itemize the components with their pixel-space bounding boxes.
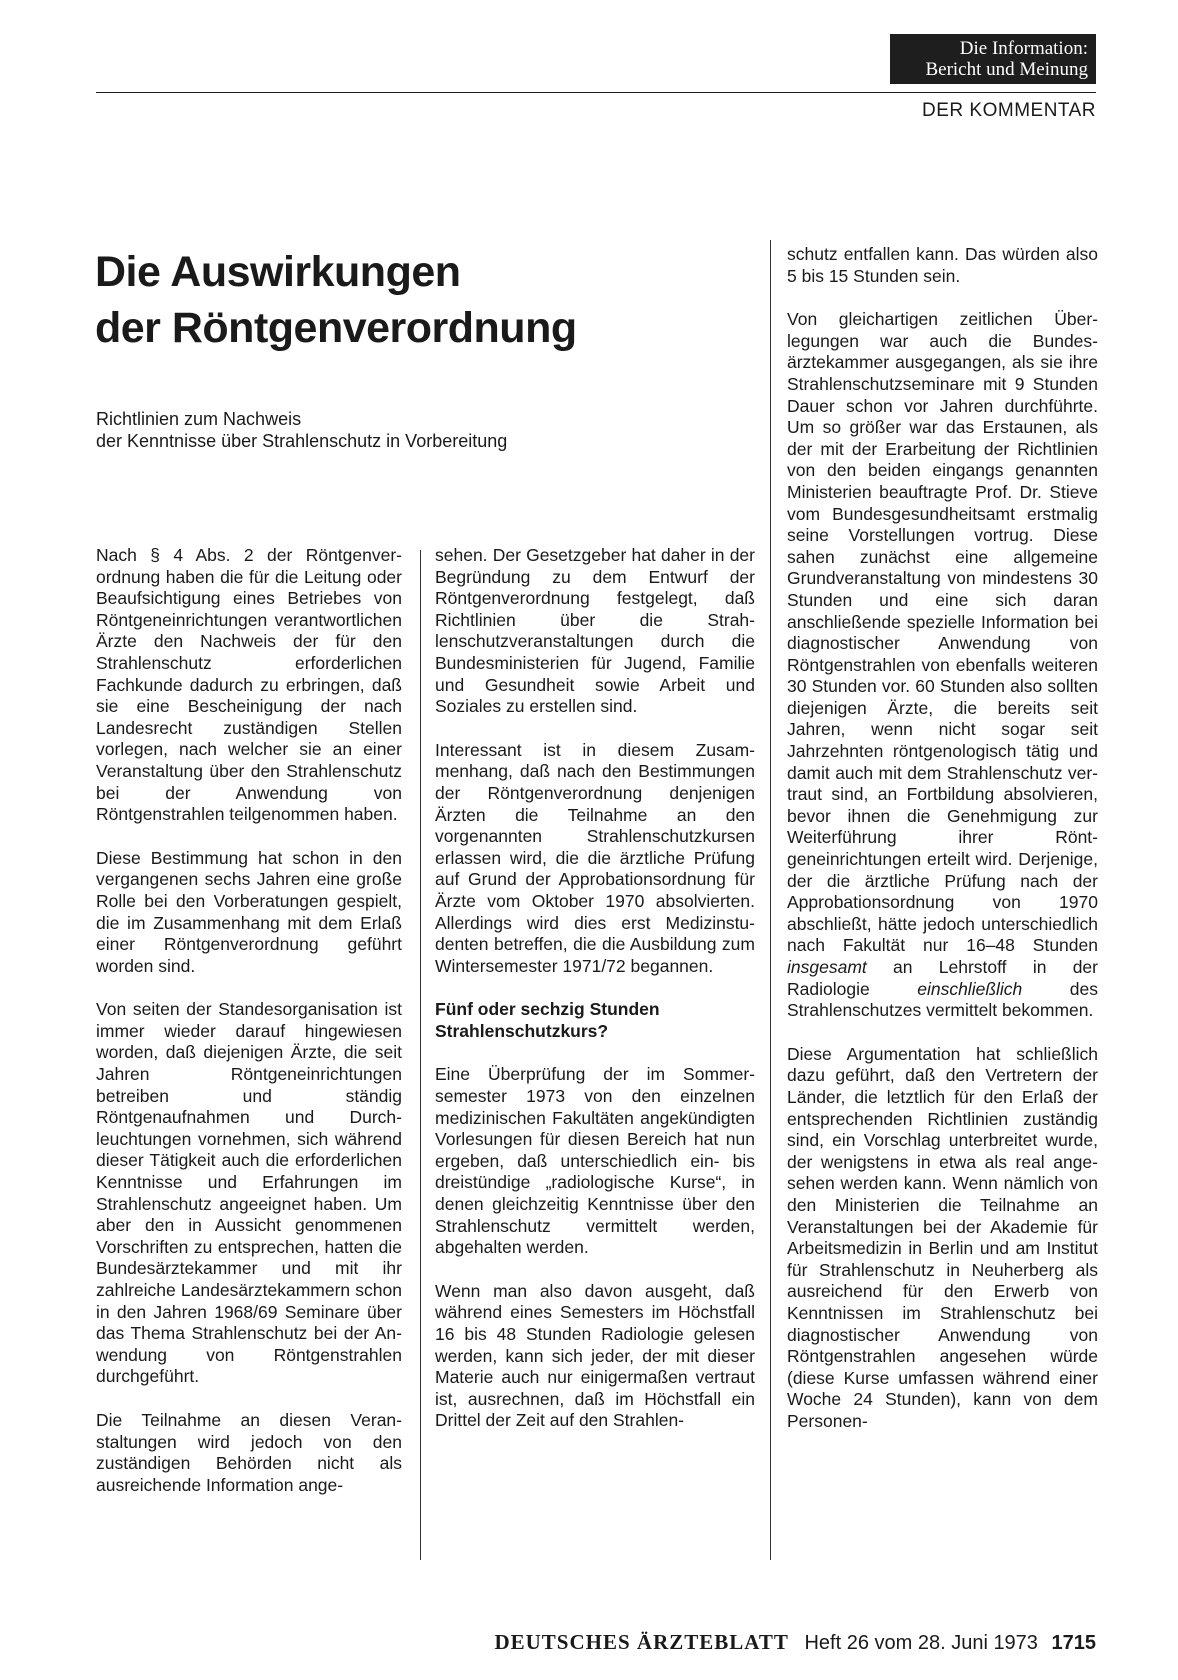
subtitle-line-1: Richtlinien zum Nachweis xyxy=(96,409,302,429)
rubric-box xyxy=(890,34,1096,84)
text-run: Von gleichartigen zeitlichen Überlegungen war auch die Bundesärztekammer ausgegangen, als sie ihre Strahlenschutzseminare mit 9 Stunden Dauer schon vor Jahren durchführte. Um so größer war das Erstaunen, als der mit der Erarbeitung der Richtlinien von den beiden eingangs genannten Ministerien beauftragte Prof. Dr. Stieve vom Bundesgesundheitsamt erstmalig seine Vorstellungen vortrug. Diese sahen zunächst eine allgemeine Grundveranstaltung von mindestens 30 Stunden und eine sich daran anschließende spezielle Information bei diagnostischer Anwendung von Röntgenstrahlen von ebenfalls weiteren 30 Stunden vor. 60 Stunden also sollten diejenigen Ärzte, die bereits seit Jahren, wenn nicht sogar seit Jahrzehnten röntgenologisch tätig und damit auch mit dem Strahlenschutz vertraut sind, an Fortbildung absolvieren, bevor ihnen die Genehmigung zur Weiterführung ihrer Röntgeneinrichtungen erteilt wird. Derjenige, der die ärztliche Prüfung nach der Approbationsordnung von 1970 abschließt, hätte jedoch unterschiedlich nach Fakultät nur 16–48 Stunden xyxy=(787,309,1098,956)
paragraph: sehen. Der Gesetzgeber hat daher in der Begründung zu dem Entwurf der Röntgenverordnung festgelegt, daß Richtlinien über die Strahlenschutzveranstaltungen durch die Bundesministerien für Jugend, Familie und Gesundheit sowie Arbeit und Soziales zu erstellen sind. xyxy=(435,545,755,717)
paragraph: Diese Argumentation hat schließlich dazu geführt, daß den Vertretern der Länder, die letztlich für den Erlaß der entsprechenden Richtlinien zuständig sind, ein Vorschlag unterbreitet wurde, der wenigstens in etwa als real angesehen werden kann. Wenn nämlich von den Ministerien die Teilnahme an Veranstaltungen bei der Akademie für Arbeitsmedizin in Berlin und am Institut für Strahlenschutz in Neuherberg als ausreichend für den Erwerb von Kenntnissen im Strahlenschutz bei diagnostischer Anwendung von Röntgenstrahlen angesehen würde (diese Kurse umfassen während einer Woche 24 Stunden), kann von dem Personen- xyxy=(787,1043,1098,1431)
heading-line-1: Fünf oder sechzig Stunden xyxy=(435,999,660,1020)
paragraph: Wenn man also davon ausgeht, daß während eines Semesters im Höchstfall 16 bis 48 Stunden Radiologie gelesen werden, kann sich jeder, der mit dieser Materie auch nur einigermaßen vertraut ist, ausrechnen, daß im Höchstfall ein Drittel der Zeit auf den Strahlen- xyxy=(435,1280,755,1431)
paragraph: schutz entfallen kann. Das würden also 5 bis 15 Stunden sein. xyxy=(787,244,1098,286)
column-2 xyxy=(435,545,755,1454)
article-subtitle xyxy=(96,408,716,452)
text-run: des Strahlenschutzes vermittelt bekommen. xyxy=(787,978,1098,1021)
journal-name: DEUTSCHES ÄRZTEBLATT xyxy=(494,1630,789,1654)
top-rule xyxy=(96,92,1096,93)
paragraph: Nach § 4 Abs. 2 der Röntgenverordnung haben die für die Leitung oder Beaufsichtigung eines Betriebes von Röntgeneinrichtungen verantwortlichen Ärzte den Nachweis der für den Strahlenschutz erforderlichen Fachkunde dadurch zu erbringen, daß sie eine Bescheinigung der nach Landesrecht zuständigen Stellen vorlegen, nach welcher sie an einer Veranstaltung über den Strahlenschutz bei der Anwendung von Röntgenstrahlen teilgenommen haben. xyxy=(96,545,402,825)
page-number: 1715 xyxy=(1051,1632,1096,1654)
paragraph: Diese Bestimmung hat schon in den vergangenen sechs Jahren eine große Rolle bei den Vorberatungen gespielt, die im Zusammenhang mit dem Erlaß einer Röntgenverordnung geführt worden sind. xyxy=(96,847,402,976)
emphasis: insgesamt xyxy=(787,957,867,977)
rubric-line-1: Die Information: xyxy=(959,38,1088,59)
text-run: an Lehrstoff in der Radiologie xyxy=(787,957,1098,999)
paragraph xyxy=(787,309,1098,1022)
page-footer xyxy=(494,1630,1096,1655)
title-line-2: der Röntgenverordnung xyxy=(95,304,577,352)
column-divider xyxy=(770,240,771,1560)
column-divider xyxy=(420,550,421,1560)
issue-info: Heft 26 vom 28. Juni 1973 xyxy=(804,1632,1038,1654)
section-heading xyxy=(435,999,755,1042)
column-3 xyxy=(787,244,1098,1454)
emphasis: einschließlich xyxy=(917,978,1023,999)
column-1 xyxy=(96,545,402,1518)
paragraph: Die Teilnahme an diesen Veranstaltungen wird jedoch von den zuständigen Behörden nicht als ausreichende Information ange- xyxy=(96,1409,402,1495)
article-title xyxy=(95,244,715,356)
paragraph: Von seiten der Standesorganisation ist immer wieder darauf hingewiesen worden, daß diejenigen Ärzte, die seit Jahren Röntgeneinrichtungen betreiben und ständig Röntgenaufnahmen und Durchleuchtungen vornehmen, sich während dieser Tätigkeit auch die erforderlichen Kenntnisse und Erfahrungen im Strahlenschutz angeeignet haben. Um aber den in Aussicht genommenen Vorschriften zu entsprechen, hatten die Bundesärztekammer und mit ihr zahlreiche Landesärztekammern schon in den Jahren 1968/69 Seminare über das Thema Strahlenschutz bei der Anwendung von Röntgenstrahlen durchgeführt. xyxy=(96,999,402,1387)
paragraph: Interessant ist in diesem Zusammenhang, daß nach den Bestimmungen der Röntgenverordnung denjenigen Ärzten die Teilnahme an den vorgenannten Strahlenschutzkursen erlassen wird, die die ärztliche Prüfung auf Grund der Approbationsordnung für Ärzte vom Oktober 1970 absolvierten. Allerdings wird dies erst Medizinstudenten betreffen, die die Ausbildung zum Wintersemester 1971/72 begannen. xyxy=(435,739,755,976)
title-line-1: Die Auswirkungen xyxy=(95,248,461,296)
subtitle-line-2: der Kenntnisse über Strahlenschutz in Vorbereitung xyxy=(96,431,508,451)
paragraph: Eine Überprüfung der im Sommersemester 1973 von den einzelnen medizinischen Fakultäten angekündigten Vorlesungen für diesen Bereich hat nun ergeben, daß unterschiedlich ein- bis dreistündige „radiologische Kurse“, in denen gleichzeitig Kenntnisse über den Strahlenschutz vermittelt werden, abgehalten werden. xyxy=(435,1064,755,1258)
rubric-line-2: Bericht und Meinung xyxy=(925,59,1088,80)
heading-line-2: Strahlenschutzkurs? xyxy=(435,1020,609,1041)
section-label: DER KOMMENTAR xyxy=(922,100,1096,121)
